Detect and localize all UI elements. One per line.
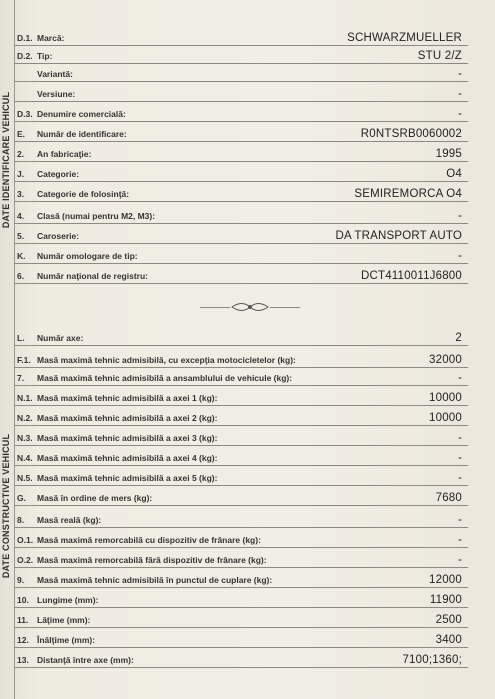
field-row [14,406,468,426]
field-code: 5. [17,231,25,241]
field-row [14,348,468,368]
field-row [14,244,468,264]
field-value: 11900 [429,594,462,606]
field-value: 7680 [435,492,462,504]
field-code: D.3. [17,109,33,119]
field-value: STU 2/Z [417,50,462,62]
construction-section-label: DATE CONSTRUCTIVE VEHICUL [1,433,11,579]
field-row [14,528,468,548]
field-row [14,548,468,568]
field-label: Masă maximă remorcabilă cu dispozitiv de frânare (kg): [37,535,261,545]
field-code: 13. [17,655,29,665]
field-value: 10000 [429,412,462,424]
field-label: Număr naţional de registru: [37,271,148,281]
field-label: Masă maximă remorcabilă fără dispozitiv de frânare (kg): [37,555,267,565]
field-row [14,486,468,506]
field-value: DA TRANSPORT AUTO [335,230,462,242]
field-label: Lungime (mm): [37,595,99,605]
divider-line-left [200,307,230,308]
field-value: 7100;1360; [402,654,462,666]
field-value: - [457,372,462,384]
field-code: 2. [17,149,25,159]
field-label: Masă maximă tehnic admisibilă a axei 1 (kg): [37,393,218,403]
field-label: Masă maximă tehnic admisibilă, cu excepţia motocicletelor (kg): [37,355,296,365]
field-row [14,386,468,406]
field-rule [14,505,468,506]
field-label: Masă maximă tehnic admisibilă a axei 3 (kg): [37,433,218,443]
field-row [14,82,468,102]
field-code: N.2. [17,413,33,423]
field-label: Tip: [37,51,53,61]
field-code: N.3. [17,433,33,443]
field-code: F.1. [17,355,31,365]
field-row [14,588,468,608]
field-value: - [457,432,462,444]
field-row [14,648,468,668]
field-row [14,264,468,284]
field-label: Categorie: [37,169,80,179]
field-label: Masă maximă tehnic admisibilă a axei 5 (kg): [37,473,218,483]
field-value: R0NTSRB0060002 [360,128,462,140]
field-value: - [457,250,462,262]
identification-section-label: DATE IDENTIFICARE VEHICUL [1,91,11,229]
field-row [14,326,468,346]
field-label: Număr de identificare: [37,129,127,139]
field-value: 2500 [435,614,462,626]
field-code: N.5. [17,473,33,483]
field-rule [14,345,468,346]
field-code: D.1. [17,33,33,43]
field-value: SEMIREMORCA O4 [354,188,462,200]
field-label: Categorie de folosinţă: [37,189,130,199]
field-row [14,44,468,64]
field-value: O4 [446,168,462,180]
field-label: Masă maximă tehnic admisibilă a axei 4 (kg): [37,453,218,463]
field-row [14,142,468,162]
field-label: Marcă: [37,33,65,43]
field-label: Caroserie: [37,231,80,241]
field-code: 9. [17,575,25,585]
field-code: 6. [17,271,25,281]
field-code: J. [17,169,25,179]
field-label: Lăţime (mm): [37,615,91,625]
field-code: O.1. [17,535,34,545]
field-value: - [457,452,462,464]
field-row [14,204,468,224]
field-row [14,608,468,628]
field-value: 3400 [435,634,462,646]
field-value: 12000 [429,574,462,586]
field-value: - [457,88,462,100]
field-code: O.2. [17,555,34,565]
field-label: Înălţime (mm): [37,635,96,645]
field-rule [14,201,468,202]
section-sidebar [0,0,15,699]
field-row [14,466,468,486]
field-row [14,568,468,588]
field-row [14,446,468,466]
field-value: - [457,108,462,120]
field-row [14,628,468,648]
field-label: Masă maximă tehnic admisibilă a axei 2 (kg): [37,413,218,423]
field-code: E. [17,129,26,139]
field-rule [14,667,468,668]
field-value: 2 [455,332,462,344]
field-code: K. [17,251,26,261]
field-code: 10. [17,595,29,605]
field-label: Versiune: [37,89,76,99]
field-label: An fabricaţie: [37,149,92,159]
field-value: - [457,68,462,80]
field-value: - [457,472,462,484]
field-value: 1995 [435,148,462,160]
field-code: 3. [17,189,25,199]
field-code: 11. [17,615,29,625]
divider-line-right [270,307,300,308]
ornament-divider-icon [230,300,270,314]
field-row [14,426,468,446]
field-row [14,366,468,386]
field-row [14,26,468,46]
field-code: D.2. [17,51,33,61]
field-code: 7. [17,373,25,383]
field-value: 32000 [429,354,462,366]
field-row [14,102,468,122]
field-row [14,182,468,202]
field-label: Masă reală (kg): [37,515,102,525]
field-value: - [457,210,462,222]
field-code: N.4. [17,453,33,463]
field-label: Distanţă între axe (mm): [37,655,134,665]
field-value: - [457,534,462,546]
field-label: Masă maximă tehnic admisibilă în punctul de cuplare (kg): [37,575,273,585]
field-label: Număr omologare de tip: [37,251,138,261]
field-label: Clasă (numai pentru M2, M3): [37,211,156,221]
field-label: Număr axe: [37,333,84,343]
field-code: L. [17,333,25,343]
field-value: SCHWARZMUELLER [347,32,462,44]
field-label: Masă maximă tehnic admisibilă a ansamblului de vehicule (kg): [37,373,293,383]
field-row [14,122,468,142]
field-rule [14,283,468,284]
field-row [14,224,468,244]
field-row [14,162,468,182]
field-code: 8. [17,515,25,525]
field-code: G. [17,493,26,503]
field-row [14,508,468,528]
field-code: N.1. [17,393,33,403]
field-code: 12. [17,635,29,645]
field-label: Denumire comercială: [37,109,126,119]
field-code: 4. [17,211,25,221]
field-value: - [457,514,462,526]
field-label: Masă în ordine de mers (kg): [37,493,153,503]
field-row [14,62,468,82]
field-value: DCT4110011J6800 [360,270,462,282]
field-value: 10000 [429,392,462,404]
field-value: - [457,554,462,566]
field-label: Variantă: [37,69,73,79]
